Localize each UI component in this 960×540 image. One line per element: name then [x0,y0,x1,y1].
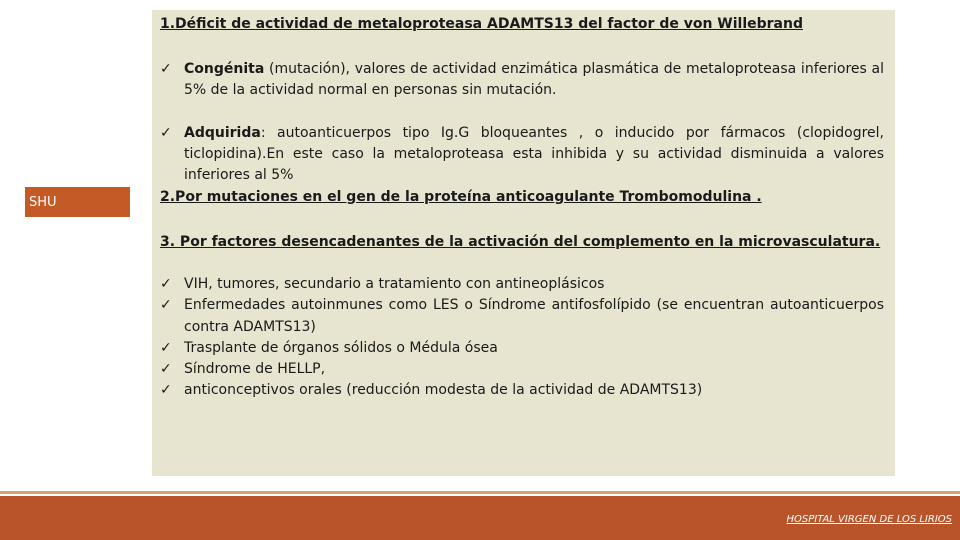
list-item-text: Enfermedades autoinmunes como LES o Síndrome antifosfolípido (se encuentran autoanticuerpos contra ADAMTS13) [184,297,884,335]
bullet-body: : autoanticuerpos tipo Ig.G bloqueantes , o inducido por fármacos (clopidogrel, ticlopidina).En este caso la metaloproteasa esta inhibida y su actividad disminuida a valores inferiores al 5% [184,125,884,183]
check-icon: ✓ [160,61,172,77]
footer-divider [0,491,960,494]
check-icon: ✓ [160,382,172,399]
bullet-term: Adquirida [184,125,261,141]
check-icon: ✓ [160,276,172,292]
check-icon: ✓ [160,297,172,314]
list-item-text: Trasplante de órganos sólidos o Médula ósea [184,339,498,356]
list-item-text: Síndrome de HELLP, [184,361,326,378]
bullet-body: (mutación), valores de actividad enzimática plasmática de metaloproteasa inferiores al 5% de la actividad normal en personas sin mutación. [184,61,884,98]
check-icon: ✓ [160,361,172,378]
list-item-text: anticonceptivos orales (reducción modesta de la actividad de ADAMTS13) [184,382,703,399]
list-item [160,295,884,338]
list-item [160,380,884,401]
list-item-text: VIH, tumores, secundario a tratamiento con antineoplásicos [184,276,605,292]
check-icon: ✓ [160,125,172,141]
trigger-list [160,274,884,402]
heading-2: 2.Por mutaciones en el gen de la proteína anticoagulante Trombomodulina . [160,189,762,205]
bullet-congenita [160,59,884,101]
side-label: SHU [25,187,130,217]
list-item [160,359,884,380]
check-icon: ✓ [160,339,172,356]
bullet-text [184,123,884,186]
heading-1: 1.Déficit de actividad de metaloproteasa ADAMTS13 del factor de von Willebrand [160,16,803,32]
heading-3: 3. Por factores desencadenantes de la activación del complemento en la microvasculatura. [160,234,881,250]
bullet-adquirida [160,123,884,186]
footer-hospital-name: HOSPITAL VIRGEN DE LOS LIRIOS [786,514,952,525]
list-item [160,338,884,359]
bullet-text [184,59,884,101]
bullet-term: Congénita [184,61,265,77]
list-item [160,274,884,295]
